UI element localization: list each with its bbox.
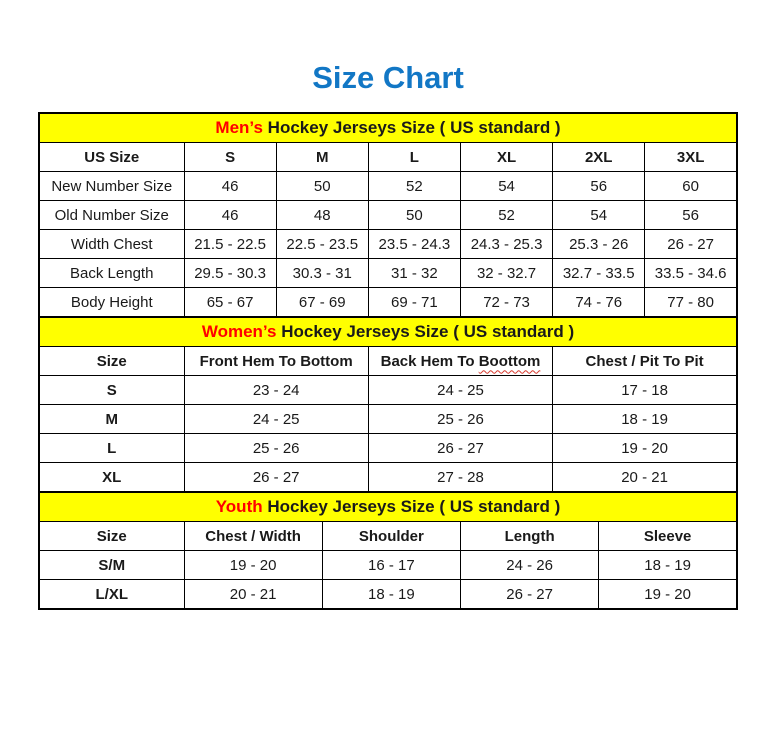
column-header-m: M (276, 143, 368, 172)
size-cell: 60 (645, 172, 737, 201)
column-header-size: Size (39, 347, 184, 376)
band-title-rest: Hockey Jerseys Size ( US standard ) (262, 118, 561, 137)
size-cell: 56 (553, 172, 645, 201)
size-cell: 65 - 67 (184, 288, 276, 318)
spellcheck-squiggle-text: Boottom (478, 352, 541, 370)
size-cell: 52 (368, 172, 460, 201)
mens-header-row (39, 143, 737, 172)
size-cell: 54 (460, 172, 552, 201)
size-cell: 69 - 71 (368, 288, 460, 318)
size-cell: 30.3 - 31 (276, 259, 368, 288)
column-header-chest-width: Chest / Width (184, 522, 322, 551)
size-cell: 25 - 26 (368, 405, 552, 434)
column-header-us-size: US Size (39, 143, 184, 172)
row-label: Old Number Size (39, 201, 184, 230)
size-cell: 17 - 18 (553, 376, 737, 405)
column-header-l: L (368, 143, 460, 172)
band-title-red: Youth (215, 497, 263, 516)
size-chart-page (38, 60, 738, 610)
row-label: Body Height (39, 288, 184, 318)
size-cell: 23.5 - 24.3 (368, 230, 460, 259)
table-row-width-chest (39, 230, 737, 259)
table-row-back-length (39, 259, 737, 288)
size-cell: 74 - 76 (553, 288, 645, 318)
size-cell: 26 - 27 (184, 463, 368, 493)
size-cell: 29.5 - 30.3 (184, 259, 276, 288)
row-label: L (39, 434, 184, 463)
column-header-length: Length (461, 522, 599, 551)
table-row-new-number-size (39, 172, 737, 201)
column-header-sleeve: Sleeve (599, 522, 737, 551)
youth-header-row (39, 522, 737, 551)
table-row-womens-m (39, 405, 737, 434)
table-row-womens-xl (39, 463, 737, 493)
row-label: Back Length (39, 259, 184, 288)
size-cell: 56 (645, 201, 737, 230)
table-row-old-number-size (39, 201, 737, 230)
size-cell: 25.3 - 26 (553, 230, 645, 259)
table-row-womens-l (39, 434, 737, 463)
size-cell: 19 - 20 (553, 434, 737, 463)
youth-size-table (38, 491, 738, 610)
size-cell: 21.5 - 22.5 (184, 230, 276, 259)
size-cell: 23 - 24 (184, 376, 368, 405)
band-title-rest: Hockey Jerseys Size ( US standard ) (276, 322, 575, 341)
size-cell: 52 (460, 201, 552, 230)
size-cell: 54 (553, 201, 645, 230)
size-cell: 19 - 20 (599, 580, 737, 610)
size-cell: 27 - 28 (368, 463, 552, 493)
band-title-rest: Hockey Jerseys Size ( US standard ) (262, 497, 561, 516)
row-label: L/XL (39, 580, 184, 610)
size-cell: 24 - 25 (184, 405, 368, 434)
size-cell: 19 - 20 (184, 551, 322, 580)
size-cell: 25 - 26 (184, 434, 368, 463)
size-cell: 16 - 17 (322, 551, 460, 580)
row-label: S (39, 376, 184, 405)
size-cell: 24 - 25 (368, 376, 552, 405)
size-cell: 32.7 - 33.5 (553, 259, 645, 288)
column-header-xl: XL (460, 143, 552, 172)
size-cell: 22.5 - 23.5 (276, 230, 368, 259)
row-label: Width Chest (39, 230, 184, 259)
column-header-size: Size (39, 522, 184, 551)
table-row-womens-s (39, 376, 737, 405)
row-label: S/M (39, 551, 184, 580)
table-row-body-height (39, 288, 737, 318)
mens-band-row (39, 113, 737, 143)
size-cell: 32 - 32.7 (460, 259, 552, 288)
womens-header-row (39, 347, 737, 376)
size-cell: 18 - 19 (599, 551, 737, 580)
band-title-red: Men’s (215, 118, 263, 137)
youth-table-band (39, 492, 737, 522)
size-cell: 26 - 27 (368, 434, 552, 463)
size-cell: 50 (276, 172, 368, 201)
youth-band-row (39, 492, 737, 522)
womens-band-row (39, 317, 737, 347)
column-header-back-hem-prefix: Back Hem To (380, 352, 479, 370)
table-row-youth-lxl (39, 580, 737, 610)
size-cell: 46 (184, 172, 276, 201)
column-header-shoulder: Shoulder (322, 522, 460, 551)
table-row-youth-sm (39, 551, 737, 580)
mens-size-table (38, 112, 738, 318)
size-cell: 18 - 19 (322, 580, 460, 610)
column-header-front-hem: Front Hem To Bottom (184, 347, 368, 376)
row-label: M (39, 405, 184, 434)
size-cell: 26 - 27 (461, 580, 599, 610)
size-cell: 26 - 27 (645, 230, 737, 259)
size-cell: 33.5 - 34.6 (645, 259, 737, 288)
size-cell: 20 - 21 (184, 580, 322, 610)
size-cell: 77 - 80 (645, 288, 737, 318)
womens-table-band (39, 317, 737, 347)
column-header-3xl: 3XL (645, 143, 737, 172)
size-cell: 48 (276, 201, 368, 230)
size-cell: 18 - 19 (553, 405, 737, 434)
size-cell: 50 (368, 201, 460, 230)
page-title: Size Chart (312, 60, 464, 95)
size-cell: 67 - 69 (276, 288, 368, 318)
size-cell: 24.3 - 25.3 (460, 230, 552, 259)
size-cell: 20 - 21 (553, 463, 737, 493)
row-label: XL (39, 463, 184, 493)
column-header-2xl: 2XL (553, 143, 645, 172)
size-cell: 31 - 32 (368, 259, 460, 288)
size-cell: 72 - 73 (460, 288, 552, 318)
column-header-back-hem (368, 347, 552, 376)
mens-table-band (39, 113, 737, 143)
size-cell: 46 (184, 201, 276, 230)
size-cell: 24 - 26 (461, 551, 599, 580)
column-header-s: S (184, 143, 276, 172)
row-label: New Number Size (39, 172, 184, 201)
column-header-chest-pit: Chest / Pit To Pit (553, 347, 737, 376)
womens-size-table (38, 316, 738, 493)
band-title-red: Women’s (201, 322, 277, 341)
